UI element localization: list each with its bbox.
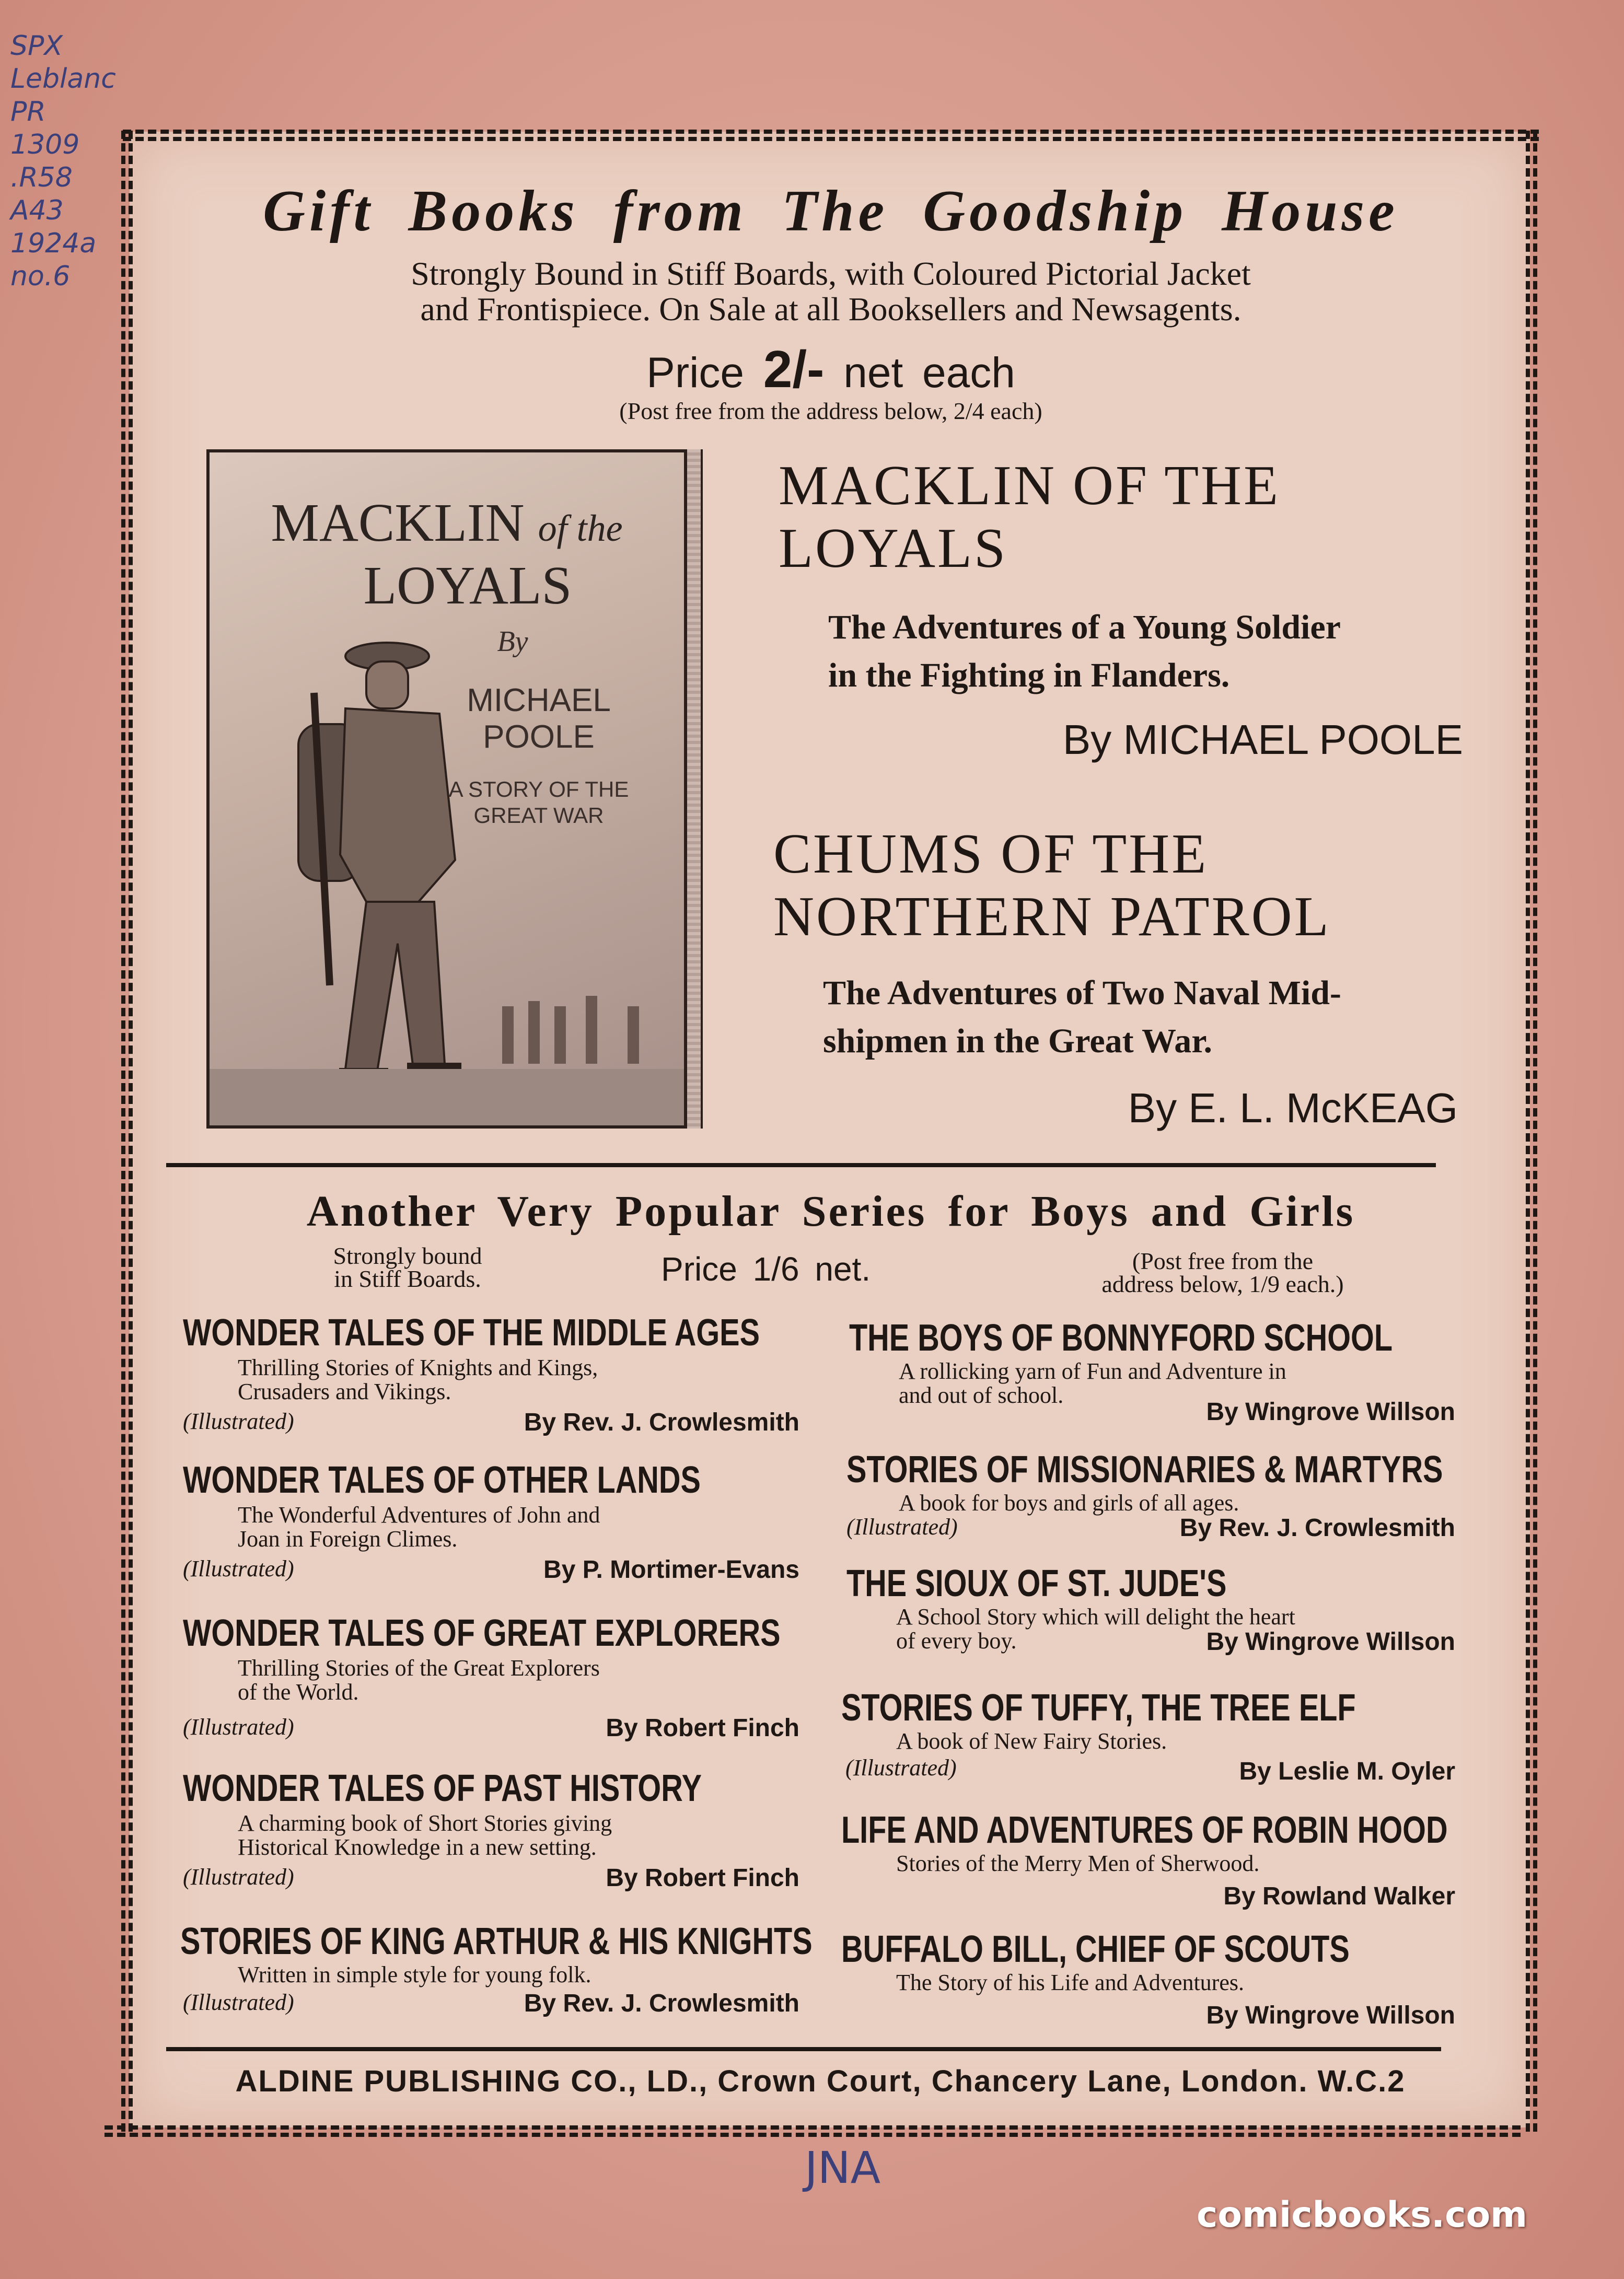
list-item-illustrated: (Illustrated) — [183, 1990, 294, 2015]
list-item-title: STORIES OF TUFFY, THE TREE ELF — [841, 1687, 1356, 1729]
list-item-title: WONDER TALES OF OTHER LANDS — [183, 1459, 701, 1501]
handwritten-line: 1924a — [10, 228, 97, 259]
list-item-desc-line: Crusaders and Vikings. — [238, 1379, 451, 1404]
list-item-desc-line: of the World. — [238, 1679, 359, 1705]
list-item-desc-line: Thrilling Stories of Knights and Kings, — [238, 1355, 598, 1380]
featured-book-author: By E. L. McKEAG — [1128, 1085, 1458, 1131]
list-item-author: By Wingrove Willson — [1206, 1398, 1455, 1426]
subtitle-line: Strongly Bound in Stiff Boards, with Coloured Pictorial Jacket — [411, 255, 1251, 292]
list-item — [180, 1920, 813, 2025]
list-item — [183, 1767, 799, 1908]
featured-title-line: CHUMS OF THE — [773, 823, 1209, 885]
featured-title-line: LOYALS — [779, 517, 1008, 579]
series-left-note — [293, 1242, 523, 1292]
list-item — [846, 1448, 1455, 1553]
list-item-description — [896, 1729, 1455, 1753]
list-item — [841, 1687, 1455, 1796]
list-item-illustrated: (Illustrated) — [845, 1755, 957, 1781]
list-item-description — [896, 1852, 1455, 1876]
handwritten-stamp: JNA — [805, 2142, 881, 2193]
list-item-illustrated: (Illustrated) — [846, 1514, 958, 1540]
list-item-description — [238, 1963, 797, 1987]
list-item-description — [238, 1656, 797, 1704]
post-note: (Post free from the address below, 2/4 each) — [619, 398, 1042, 424]
list-item-desc-line: of every boy. — [896, 1628, 1017, 1654]
list-item-description — [238, 1356, 797, 1404]
publisher-address: ALDINE PUBLISHING CO., LD., Crown Court, Chancery Lane, London. W.C.2 — [235, 2064, 1406, 2098]
featured-desc-line: The Adventures of Two Naval Mid- — [823, 974, 1341, 1012]
list-item-desc-line: The Wonderful Adventures of John and — [238, 1502, 600, 1528]
list-item — [841, 1809, 1455, 1913]
list-item-desc-line: Written in simple style for young folk. — [238, 1962, 591, 1987]
handwritten-line: 1309 — [10, 129, 80, 160]
soldier-illustration — [210, 609, 684, 1125]
border-bottom — [105, 2125, 1521, 2137]
series-price: Price 1/6 net. — [661, 1250, 871, 1288]
list-item-title: LIFE AND ADVENTURES OF ROBIN HOOD — [841, 1809, 1448, 1851]
book-spine — [687, 449, 703, 1129]
list-item — [183, 1612, 799, 1758]
list-item-author: By P. Mortimer-Evans — [543, 1556, 799, 1584]
featured-desc-line: shipmen in the Great War. — [823, 1022, 1213, 1060]
list-item-desc-line: and out of school. — [899, 1382, 1064, 1408]
cover-title-of: of the — [538, 507, 623, 549]
border-left — [121, 131, 133, 2132]
section-divider — [166, 1163, 1436, 1167]
list-item-author: By Rev. J. Crowlesmith — [1179, 1514, 1455, 1542]
list-item-author: By Wingrove Willson — [1206, 2002, 1455, 2029]
featured-title-line: MACKLIN OF THE — [779, 455, 1281, 517]
list-item-description — [238, 1811, 797, 1859]
footer-divider — [166, 2047, 1441, 2051]
series-heading: Another Very Popular Series for Boys and Girls — [306, 1187, 1355, 1236]
list-item-title: STORIES OF KING ARTHUR & HIS KNIGHTS — [180, 1921, 813, 1962]
list-item-author: By Rowland Walker — [1223, 1882, 1455, 1910]
list-item-desc-line: Thrilling Stories of the Great Explorers — [238, 1655, 600, 1681]
price-value: 2/- — [763, 340, 825, 399]
series-note-line: (Post free from the — [1132, 1248, 1314, 1274]
featured-desc-line: in the Fighting in Flanders. — [828, 656, 1230, 694]
list-item-author: By Robert Finch — [606, 1864, 799, 1892]
list-item-title: STORIES OF MISSIONARIES & MARTYRS — [846, 1449, 1443, 1491]
list-item-author: By Leslie M. Oyler — [1239, 1758, 1455, 1785]
series-right-note — [1050, 1250, 1395, 1296]
list-item-desc-line: A book for boys and girls of all ages. — [899, 1490, 1239, 1516]
page-title: Gift Books from The Goodship House — [263, 179, 1399, 243]
list-item-description — [238, 1503, 797, 1551]
border-top — [123, 130, 1539, 141]
list-item-author: By Rev. J. Crowlesmith — [524, 1409, 799, 1436]
list-item-desc-line: Stories of the Merry Men of Sherwood. — [896, 1851, 1260, 1876]
featured-book-description — [828, 603, 1523, 700]
handwritten-line: Leblanc — [10, 63, 116, 95]
list-item-desc-line: A charming book of Short Stories giving — [238, 1810, 612, 1836]
border-right — [1526, 131, 1537, 2132]
featured-title-line: NORTHERN PATROL — [773, 886, 1331, 948]
cover-author-line: MICHAEL — [467, 682, 611, 718]
featured-desc-line: The Adventures of a Young Soldier — [828, 608, 1341, 646]
cover-tagline-line: GREAT WAR — [473, 803, 604, 828]
handwritten-line: PR — [10, 96, 46, 127]
handwritten-line: SPX — [10, 30, 63, 62]
list-item-illustrated: (Illustrated) — [183, 1409, 294, 1434]
list-item-title: THE BOYS OF BONNYFORD SCHOOL — [849, 1317, 1393, 1359]
cover-by: By — [497, 625, 528, 658]
list-item-author: By Wingrove Willson — [1206, 1628, 1455, 1656]
list-item-desc-line: Historical Knowledge in a new setting. — [238, 1834, 597, 1860]
header-subtitle — [141, 256, 1521, 327]
price-prefix: Price — [646, 349, 744, 397]
list-item-desc-line: The Story of his Life and Adventures. — [896, 1970, 1244, 1995]
book-cover-image — [206, 449, 687, 1129]
list-item — [183, 1459, 799, 1600]
handwritten-call-number — [10, 32, 136, 296]
subtitle-line: and Frontispiece. On Sale at all Booksellers and Newsagents. — [420, 290, 1242, 328]
cover-title — [210, 494, 684, 557]
list-item-title: THE SIOUX OF ST. JUDE'S — [846, 1563, 1227, 1604]
featured-book-title — [773, 823, 1515, 948]
handwritten-line: A43 — [10, 195, 64, 226]
cover-author-line: POOLE — [483, 719, 595, 755]
cover-title-main: MACKLIN — [271, 493, 525, 553]
list-item — [849, 1317, 1455, 1437]
list-item-author: By Rev. J. Crowlesmith — [524, 1990, 799, 2017]
list-item-title: BUFFALO BILL, CHIEF OF SCOUTS — [841, 1928, 1350, 1970]
featured-book-author: By MICHAEL POOLE — [1062, 716, 1463, 763]
price-suffix: net each — [843, 349, 1015, 397]
featured-book-title — [779, 455, 1510, 580]
cover-tagline-line: A STORY OF THE — [448, 777, 629, 801]
handwritten-line: .R58 — [10, 162, 73, 193]
list-item-author: By Robert Finch — [606, 1714, 799, 1742]
series-note-line: address below, 1/9 each.) — [1101, 1271, 1344, 1297]
list-item-title: WONDER TALES OF GREAT EXPLORERS — [183, 1612, 781, 1654]
watermark: comicbooks.com — [1197, 2194, 1528, 2236]
main-price — [141, 340, 1521, 400]
list-item-description — [899, 1491, 1455, 1515]
list-item-title: WONDER TALES OF PAST HISTORY — [183, 1768, 702, 1809]
handwritten-line: no.6 — [10, 261, 71, 292]
list-item-desc-line: Joan in Foreign Climes. — [238, 1526, 458, 1552]
series-note-line: in Stiff Boards. — [334, 1265, 481, 1292]
featured-book-description — [823, 969, 1523, 1065]
list-item-desc-line: A School Story which will delight the heart — [896, 1604, 1295, 1630]
list-item — [846, 1562, 1455, 1672]
list-item-title: WONDER TALES OF THE MIDDLE AGES — [183, 1312, 760, 1354]
list-item — [183, 1311, 799, 1452]
list-item — [841, 1928, 1455, 2032]
cover-title-second: LOYALS — [363, 555, 572, 615]
list-item-desc-line: A rollicking yarn of Fun and Adventure in — [899, 1358, 1286, 1384]
list-item-illustrated: (Illustrated) — [183, 1864, 294, 1890]
list-item-description — [896, 1971, 1455, 1995]
list-item-illustrated: (Illustrated) — [183, 1556, 294, 1582]
list-item-desc-line: A book of New Fairy Stories. — [896, 1728, 1167, 1754]
series-note-line: Strongly bound — [333, 1242, 482, 1269]
list-item-illustrated: (Illustrated) — [183, 1714, 294, 1740]
